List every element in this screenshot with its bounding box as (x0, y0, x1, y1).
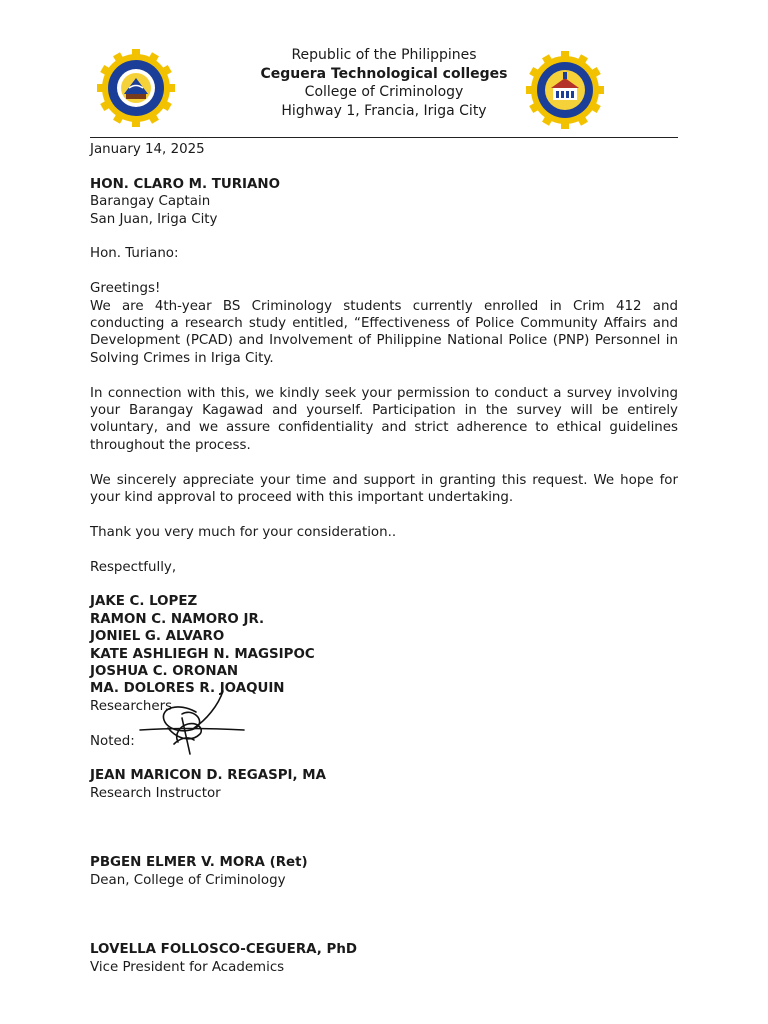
salutation: Hon. Turiano: (90, 246, 179, 262)
header-divider (90, 137, 678, 138)
paragraph-thanks: Thank you very much for your consideration.. (90, 524, 397, 540)
recipient-title: Barangay Captain (90, 194, 211, 210)
signature-mark (138, 688, 248, 772)
closing: Respectfully, (90, 559, 177, 575)
paragraph-intro: We are 4th-year BS Criminology students currently enrolled in Crim 412 and conducting a research study entitled, “Effectiveness of Police Community Affairs and Development (PCAD) and Involvement of Philippine National Police (PNP) Personnel in Solving Crimes in Iriga City. (90, 298, 678, 366)
republic-line: Republic of the Philippines (291, 47, 477, 63)
researcher-name: MA. DOLORES R. JOAQUIN (90, 681, 285, 697)
researchers-label: Researchers (90, 698, 173, 714)
researcher-name: JONIEL G. ALVARO (90, 629, 225, 645)
noted-label: Noted: (90, 733, 135, 749)
instructor-title: Research Instructor (90, 785, 221, 801)
letter-date: January 14, 2025 (90, 142, 205, 157)
letter-body (90, 141, 678, 976)
researcher-name: JOSHUA C. ORONAN (90, 664, 239, 680)
school-address: Highway 1, Francia, Iriga City (281, 102, 487, 119)
vp-title: Vice President for Academics (90, 959, 285, 975)
researcher-name: KATE ASHLIEGH N. MAGSIPOC (90, 646, 315, 662)
paragraph-request: In connection with this, we kindly seek your permission to conduct a survey involving your Barangay Kagawad and yourself. Participation in the survey will be entirely voluntary, and we assure confidentiality and strict adherence to ethical guidelines throughout the process. (90, 385, 678, 453)
recipient-name: HON. CLARO M. TURIANO (90, 176, 280, 192)
researcher-name: RAMON C. NAMORO JR. (90, 611, 265, 627)
dean-title: Dean, College of Criminology (90, 872, 286, 888)
letterhead (0, 46, 768, 120)
paragraph-appreciation: We sincerely appreciate your time and support in granting this request. We hope for your kind approval to proceed with this important undertaking. (90, 472, 678, 506)
school-name: Ceguera Technological colleges (260, 65, 508, 82)
vp-name: LOVELLA FOLLOSCO-CEGUERA, PhD (90, 942, 357, 958)
researcher-name: JAKE C. LOPEZ (90, 594, 198, 610)
instructor-name: JEAN MARICON D. REGASPI, MA (90, 768, 326, 784)
college-name: College of Criminology (304, 84, 464, 100)
greeting: Greetings! (90, 281, 161, 297)
recipient-address: San Juan, Iriga City (90, 211, 218, 227)
dean-name: PBGEN ELMER V. MORA (Ret) (90, 855, 308, 871)
